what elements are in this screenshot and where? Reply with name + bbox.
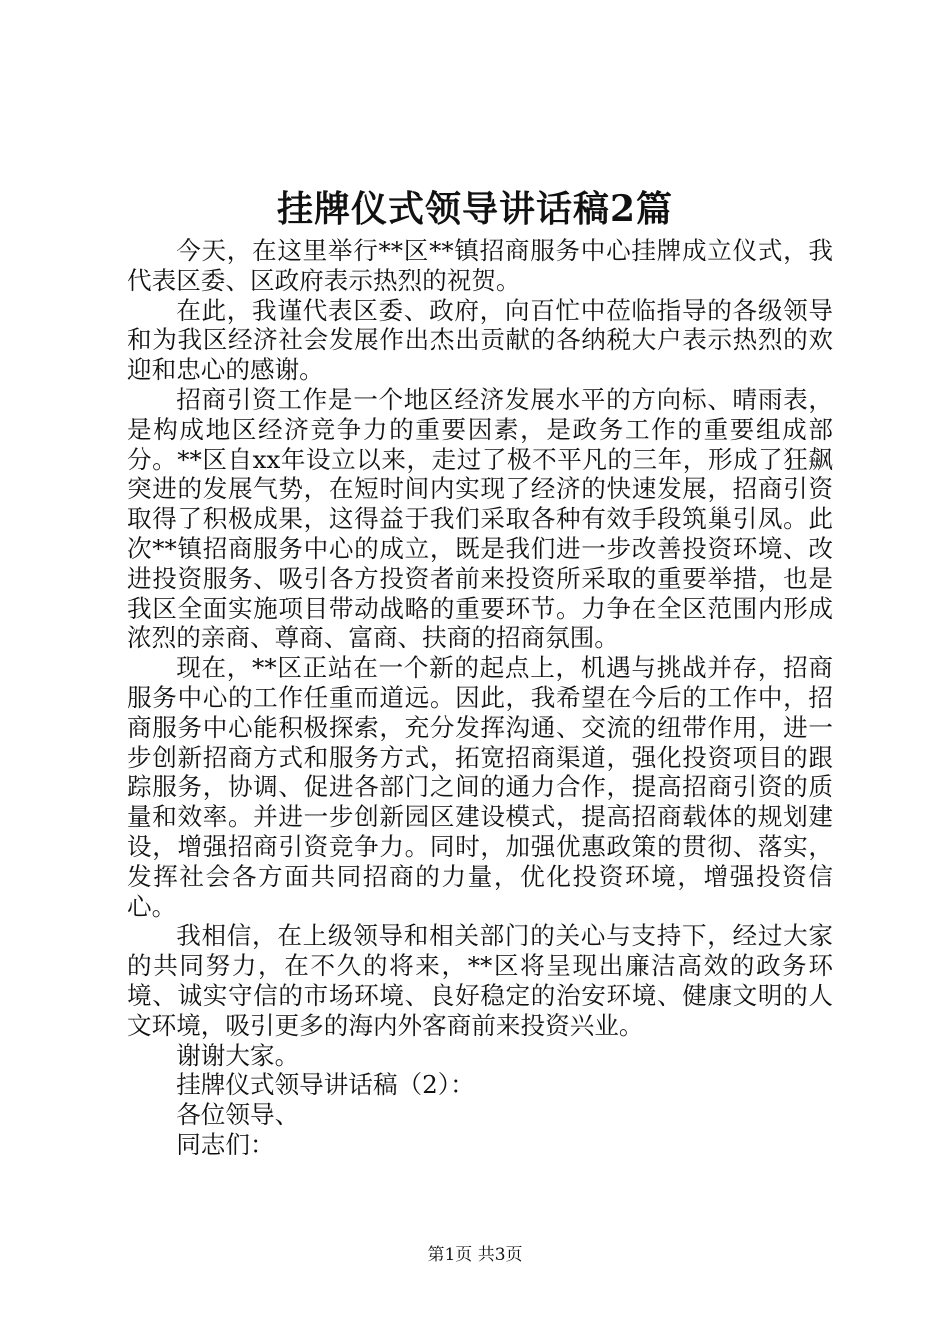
paragraph: 现在，**区正站在一个新的起点上，机遇与挑战并存，招商服务中心的工作任重而道远。因此，我希望在今后的工作中，招商服务中心能积极探索，充分发挥沟通、交流的纽带作用，进一步创新招商方式和服务方式，拓宽招商渠道，强化投资项目的跟踪服务，协调、促进各部门之间的通力合作，提高招商引资的质量和效率。并进一步创新园区建设模式，提高招商载体的规划建设，增强招商引资竞争力。同时，加强优惠政策的贯彻、落实，发挥社会各方面共同招商的力量，优化投资环境，增强投资信心。 [127, 653, 833, 921]
closing-thanks: 谢谢大家。 [176, 1040, 300, 1070]
paragraph: 今天，在这里举行**区**镇招商服务中心挂牌成立仪式，我代表区委、区政府表示热烈的祝贺。 [127, 236, 833, 295]
document-body [127, 236, 833, 1160]
second-speech-heading: 挂牌仪式领导讲话稿（2）： [176, 1070, 475, 1100]
salutation-leaders: 各位领导、 [176, 1100, 300, 1130]
page-footer: 第1页 共3页 [427, 1245, 523, 1265]
salutation-comrades: 同志们： [176, 1129, 275, 1159]
paragraph: 在此，我谨代表区委、政府，向百忙中莅临指导的各级领导和为我区经济社会发展作出杰出贡献的各纳税大户表示热烈的欢迎和忠心的感谢。 [127, 295, 833, 385]
paragraph: 我相信，在上级领导和相关部门的关心与支持下，经过大家的共同努力，在不久的将来，**区将呈现出廉洁高效的政务环境、诚实守信的市场环境、良好稳定的治安环境、健康文明的人文环境，吸引更多的海内外客商前来投资兴业。 [127, 921, 833, 1040]
document-title: 挂牌仪式领导讲话稿2篇 [276, 188, 674, 230]
paragraph: 招商引资工作是一个地区经济发展水平的方向标、晴雨表，是构成地区经济竞争力的重要因素，是政务工作的重要组成部分。**区自xx年设立以来，走过了极不平凡的三年，形成了狂飙突进的发展气势，在短时间内实现了经济的快速发展，招商引资取得了积极成果，这得益于我们采取各种有效手段筑巢引凤。此次**镇招商服务中心的成立，既是我们进一步改善投资环境、改进投资服务、吸引各方投资者前来投资所采取的重要举措，也是我区全面实施项目带动战略的重要环节。力争在全区范围内形成浓烈的亲商、尊商、富商、扶商的招商氛围。 [127, 384, 833, 653]
